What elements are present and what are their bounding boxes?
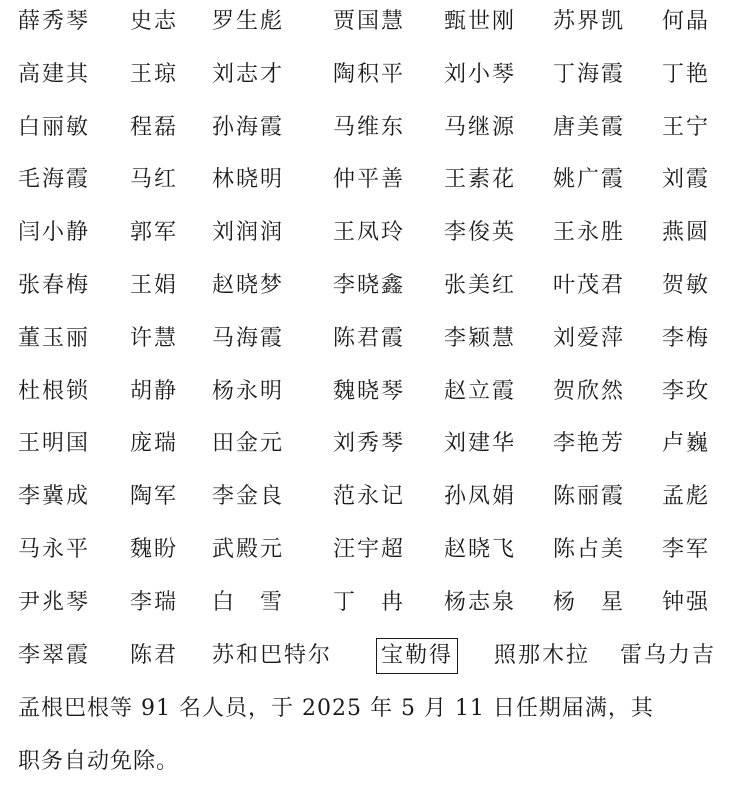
person-name: 白 雪 bbox=[212, 589, 285, 615]
name-row bbox=[0, 53, 740, 106]
person-name: 林晓明 bbox=[212, 167, 285, 193]
person-name: 杨志泉 bbox=[444, 589, 517, 615]
person-name: 杨永明 bbox=[212, 378, 285, 404]
person-name: 钟强 bbox=[662, 589, 711, 615]
name-row bbox=[0, 264, 740, 317]
name-row bbox=[0, 475, 740, 528]
name-row bbox=[0, 581, 740, 634]
person-name: 唐美霞 bbox=[553, 114, 626, 140]
person-name: 王琼 bbox=[130, 61, 179, 87]
person-name: 李金良 bbox=[212, 484, 285, 510]
person-name: 魏晓琴 bbox=[333, 378, 406, 404]
person-name: 李俊英 bbox=[444, 220, 517, 246]
person-name: 张美红 bbox=[444, 273, 517, 298]
person-name: 仲平善 bbox=[333, 167, 406, 193]
person-name: 贾国慧 bbox=[333, 9, 406, 34]
person-name: 孙海霞 bbox=[212, 114, 285, 140]
person-name: 丁艳 bbox=[662, 61, 711, 87]
person-name: 苏和巴特尔 bbox=[212, 642, 333, 668]
person-name: 赵立霞 bbox=[444, 378, 517, 404]
person-name: 王娟 bbox=[130, 273, 179, 298]
notice-text-line-1: 孟根巴根等 91 名人员，于 2025 年 5 月 11 日任期届满，其 bbox=[18, 696, 654, 722]
name-row bbox=[0, 528, 740, 581]
person-name: 王永胜 bbox=[553, 220, 626, 246]
person-name: 李玫 bbox=[662, 378, 711, 404]
person-name: 陶军 bbox=[130, 484, 179, 510]
person-name: 何晶 bbox=[662, 9, 711, 34]
person-name: 毛海霞 bbox=[18, 167, 91, 193]
person-name: 刘霞 bbox=[662, 167, 711, 193]
person-name: 丁 冉 bbox=[333, 589, 406, 615]
person-name: 董玉丽 bbox=[18, 325, 91, 351]
person-name: 雷乌力吉 bbox=[620, 642, 717, 668]
person-name: 陈君 bbox=[130, 642, 179, 668]
person-name: 王素花 bbox=[444, 167, 517, 193]
person-name: 李冀成 bbox=[18, 484, 91, 510]
person-name: 胡静 bbox=[130, 378, 179, 404]
person-name: 马继源 bbox=[444, 114, 517, 140]
person-name: 田金元 bbox=[212, 431, 285, 457]
person-name: 孙凤娟 bbox=[444, 484, 517, 510]
person-name: 孟彪 bbox=[662, 484, 711, 510]
person-name: 闫小静 bbox=[18, 220, 91, 246]
person-name: 赵晓梦 bbox=[212, 273, 285, 298]
person-name: 马永平 bbox=[18, 537, 91, 562]
person-name: 陈占美 bbox=[553, 537, 626, 562]
person-name: 汪宇超 bbox=[333, 537, 406, 562]
person-name: 张春梅 bbox=[18, 273, 91, 298]
person-name: 尹兆琴 bbox=[18, 589, 91, 615]
person-name: 庞瑞 bbox=[130, 431, 179, 457]
person-name: 李梅 bbox=[662, 325, 711, 351]
person-name: 李艳芳 bbox=[553, 431, 626, 457]
person-name: 陈君霞 bbox=[333, 325, 406, 351]
person-name: 刘秀琴 bbox=[333, 431, 406, 457]
person-name: 程磊 bbox=[130, 114, 179, 140]
person-name: 马维东 bbox=[333, 114, 406, 140]
person-name: 史志 bbox=[130, 9, 179, 34]
person-name: 李瑞 bbox=[130, 589, 179, 615]
person-name: 赵晓飞 bbox=[444, 537, 517, 562]
person-name: 罗生彪 bbox=[212, 9, 285, 34]
person-name: 魏盼 bbox=[130, 537, 179, 562]
person-name: 照那木拉 bbox=[494, 642, 591, 668]
name-row bbox=[0, 158, 740, 211]
person-name: 苏界凯 bbox=[553, 9, 626, 34]
person-name: 范永记 bbox=[333, 484, 406, 510]
highlighted-person-name: 宝勒得 bbox=[376, 638, 458, 674]
person-name: 王凤玲 bbox=[333, 220, 406, 246]
person-name: 甄世刚 bbox=[444, 9, 517, 34]
person-name: 刘润润 bbox=[212, 220, 285, 246]
person-name: 刘志才 bbox=[212, 61, 285, 87]
person-name: 丁海霞 bbox=[553, 61, 626, 87]
person-name: 许慧 bbox=[130, 325, 179, 351]
person-name: 李军 bbox=[662, 537, 711, 562]
person-name: 刘小琴 bbox=[444, 61, 517, 87]
person-name: 王宁 bbox=[662, 114, 711, 140]
person-name: 李颖慧 bbox=[444, 325, 517, 351]
notice-text-line-2: 职务自动免除。 bbox=[18, 749, 180, 775]
person-name: 刘爱萍 bbox=[553, 325, 626, 351]
person-name: 马海霞 bbox=[212, 325, 285, 351]
person-name: 杨 星 bbox=[553, 589, 626, 615]
person-name: 王明国 bbox=[18, 431, 91, 457]
name-row bbox=[0, 106, 740, 159]
person-name: 贺欣然 bbox=[553, 378, 626, 404]
person-name: 陶积平 bbox=[333, 61, 406, 87]
name-row bbox=[0, 422, 740, 475]
person-name: 武殿元 bbox=[212, 537, 285, 562]
name-row bbox=[0, 211, 740, 264]
name-row bbox=[0, 370, 740, 423]
person-name: 马红 bbox=[130, 167, 179, 193]
person-name: 郭军 bbox=[130, 220, 179, 246]
person-name: 卢巍 bbox=[662, 431, 711, 457]
person-name: 白丽敏 bbox=[18, 114, 91, 140]
person-name: 杜根锁 bbox=[18, 378, 91, 404]
person-name: 李晓鑫 bbox=[333, 273, 406, 298]
person-name: 燕圆 bbox=[662, 220, 711, 246]
person-name: 李翠霞 bbox=[18, 642, 91, 668]
name-row-last bbox=[0, 634, 740, 687]
person-name: 刘建华 bbox=[444, 431, 517, 457]
name-row bbox=[0, 317, 740, 370]
person-name: 陈丽霞 bbox=[553, 484, 626, 510]
person-name: 薛秀琴 bbox=[18, 9, 91, 34]
person-name: 高建其 bbox=[18, 61, 91, 87]
person-name: 叶茂君 bbox=[553, 273, 626, 298]
person-name: 姚广霞 bbox=[553, 167, 626, 193]
person-name: 贺敏 bbox=[662, 273, 711, 298]
name-row bbox=[0, 0, 740, 53]
